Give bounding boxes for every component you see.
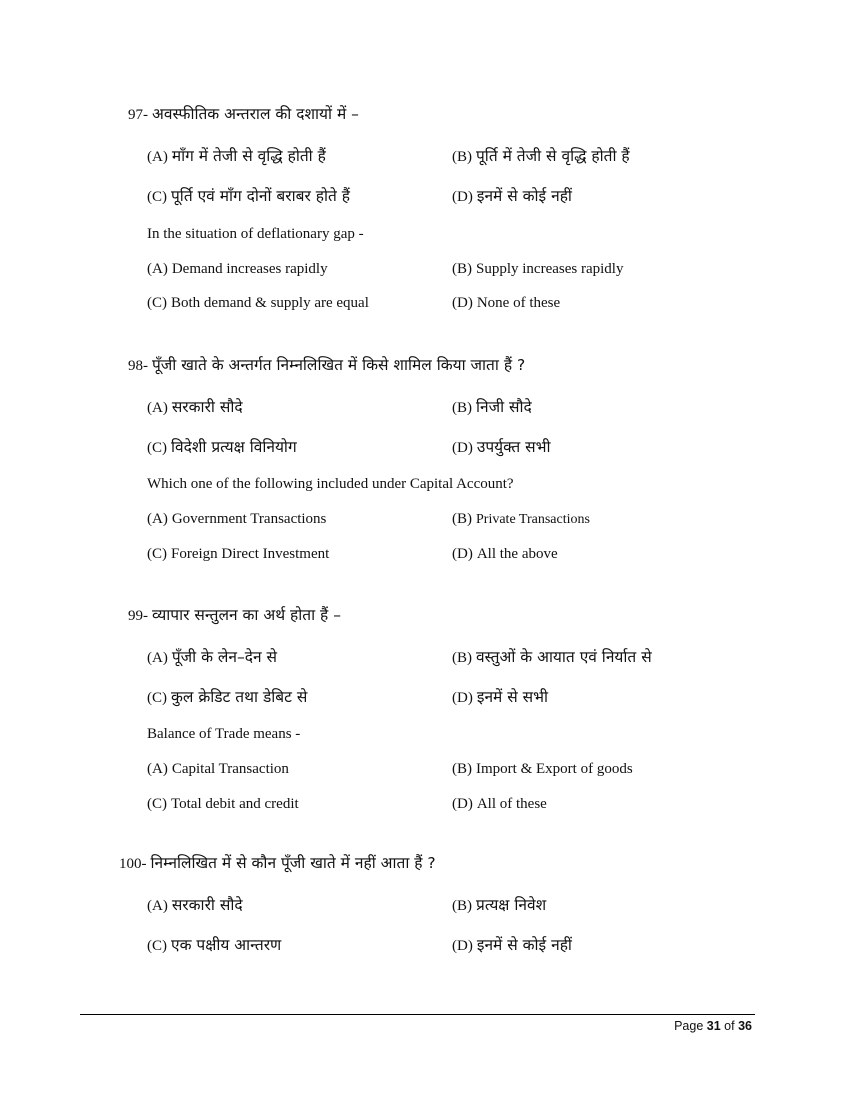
current-page: 31 (706, 1019, 721, 1033)
english-option-c: (C) Foreign Direct Investment (147, 546, 330, 562)
english-question: In the situation of deflationary gap - (147, 226, 364, 242)
question-heading: 98- पूँजी खाते के अन्तर्गत निम्नलिखित में किसे शामिल किया जाता हैं ? (128, 356, 526, 374)
english-option-c: (C) Total debit and credit (147, 796, 299, 812)
hindi-option-c: (C) कुल क्रेडिट तथा डेबिट से (147, 688, 308, 706)
english-option-d: (D) All the above (452, 546, 558, 562)
question-heading: 97- अवस्फीतिक अन्तराल की दशायों में – (128, 105, 359, 123)
english-question: Which one of the following included under Capital Account? (147, 476, 514, 492)
hindi-option-a: (A) माँग में तेजी से वृद्धि होती हैं (147, 147, 326, 165)
english-option-a: (A) Government Transactions (147, 511, 327, 527)
hindi-option-a: (A) सरकारी सौदे (147, 896, 243, 914)
english-option-a: (A) Capital Transaction (147, 761, 289, 777)
english-option-b: (B) Import & Export of goods (452, 761, 633, 777)
hindi-option-d: (D) उपर्युक्त सभी (452, 438, 551, 456)
english-option-b: (B) Supply increases rapidly (452, 261, 624, 277)
english-question: Balance of Trade means - (147, 726, 301, 742)
question-heading: 99- व्यापार सन्तुलन का अर्थ होता हैं – (128, 606, 341, 624)
hindi-option-a: (A) पूँजी के लेन–देन से (147, 648, 278, 666)
english-option-b: (B) Private Transactions (452, 511, 590, 527)
hindi-option-b: (B) पूर्ति में तेजी से वृद्धि होती हैं (452, 147, 630, 165)
footer-divider (80, 1014, 755, 1015)
of-label: of (724, 1019, 735, 1033)
page-number (674, 1019, 752, 1033)
hindi-option-c: (C) विदेशी प्रत्यक्ष विनियोग (147, 438, 297, 456)
english-option-d: (D) None of these (452, 295, 561, 311)
english-option-d: (D) All of these (452, 796, 547, 812)
english-option-a: (A) Demand increases rapidly (147, 261, 328, 277)
hindi-option-d: (D) इनमें से कोई नहीं (452, 187, 572, 205)
hindi-option-d: (D) इनमें से सभी (452, 688, 549, 706)
total-pages: 36 (738, 1019, 752, 1033)
hindi-option-c: (C) एक पक्षीय आन्तरण (147, 936, 282, 954)
hindi-option-b: (B) निजी सौदे (452, 398, 532, 416)
page-label: Page (674, 1019, 704, 1033)
hindi-option-c: (C) पूर्ति एवं माँग दोनों बराबर होते हैं (147, 187, 350, 205)
hindi-option-b: (B) प्रत्यक्ष निवेश (452, 896, 547, 914)
hindi-option-b: (B) वस्तुओं के आयात एवं निर्यात से (452, 648, 652, 666)
question-heading: 100- निम्नलिखित में से कौन पूँजी खाते में नहीं आता हैं ? (119, 854, 436, 872)
english-option-c: (C) Both demand & supply are equal (147, 295, 369, 311)
hindi-option-d: (D) इनमें से कोई नहीं (452, 936, 572, 954)
hindi-option-a: (A) सरकारी सौदे (147, 398, 243, 416)
